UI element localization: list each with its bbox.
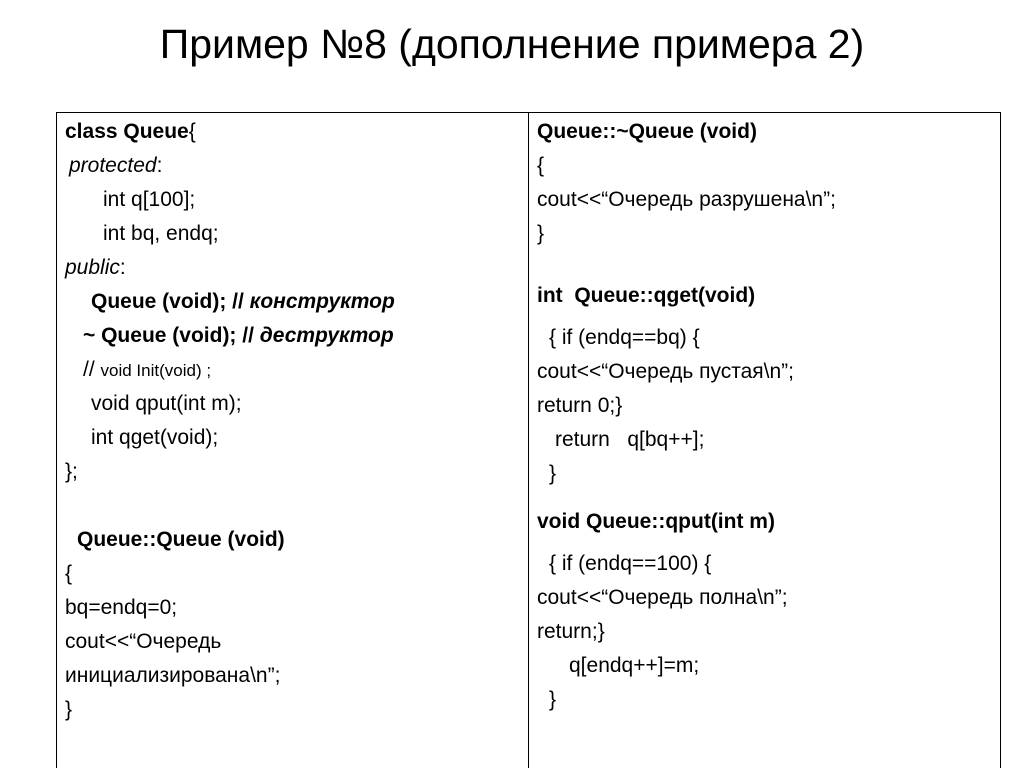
protected-keyword: protected	[69, 154, 157, 177]
qget-close-brace: }	[549, 462, 557, 485]
qput-close-brace: }	[549, 688, 557, 711]
class-keyword: class Queue	[65, 120, 189, 143]
field-bq-line: int bq, endq;	[103, 222, 219, 245]
open-brace: {	[188, 120, 196, 143]
constructor-def-line: Queue::Queue (void)	[77, 528, 285, 551]
public-keyword: public	[65, 256, 120, 279]
colon: :	[156, 154, 163, 177]
constructor-cout-cont-line: инициализирована\n”;	[65, 664, 281, 687]
colon: :	[119, 256, 126, 279]
destructor-close-brace: }	[537, 222, 545, 245]
qget-cout-line: cout<<“Очередь пустая\n”;	[537, 360, 795, 383]
qput-return-line: return;}	[537, 620, 605, 643]
slide-title: Пример №8 (дополнение примера 2)	[159, 21, 865, 67]
qget-def-line: int Queue::qget(void)	[537, 284, 756, 307]
destructor-comment: деструктор	[259, 324, 394, 347]
qput-def-line: void Queue::qput(int m)	[537, 510, 775, 533]
class-declaration-line	[65, 119, 196, 145]
destructor-decl-line	[83, 323, 394, 349]
constructor-decl-line	[91, 289, 395, 315]
destructor-def-line: Queue::~Queue (void)	[537, 120, 757, 143]
field-q-line: int q[100];	[103, 188, 196, 211]
qget-return-line: return q[bq++];	[555, 428, 705, 451]
init-comment-text: void Init(void) ;	[100, 361, 212, 380]
constructor-cout-line: cout<<“Очередь	[65, 630, 222, 653]
constructor-comment: конструктор	[249, 290, 395, 313]
destructor-code: ~ Queue (void); //	[83, 324, 260, 347]
qget-if-line: { if (endq==bq) {	[549, 326, 700, 349]
column-divider	[528, 113, 529, 768]
qput-cout-line: cout<<“Очередь полна\n”;	[537, 586, 788, 609]
destructor-open-brace: {	[537, 154, 545, 177]
constructor-init-line: bq=endq=0;	[65, 596, 178, 619]
qget-decl-line: int qget(void);	[91, 426, 219, 449]
qput-assign-line: q[endq++]=m;	[569, 654, 700, 677]
init-comment-line	[83, 357, 211, 384]
constructor-close-brace: }	[65, 698, 73, 721]
comment-slashes: //	[83, 358, 101, 381]
constructor-open-brace: {	[65, 562, 73, 585]
class-end-line: };	[65, 460, 78, 483]
qput-if-line: { if (endq==100) {	[549, 552, 712, 575]
constructor-code: Queue (void); //	[91, 290, 250, 313]
code-table	[56, 112, 1001, 768]
protected-line	[69, 153, 162, 179]
qput-decl-line: void qput(int m);	[91, 392, 242, 415]
public-line	[65, 255, 126, 281]
qget-return0-line: return 0;}	[537, 394, 623, 417]
destructor-cout-line: cout<<“Очередь разрушена\n”;	[537, 188, 836, 211]
